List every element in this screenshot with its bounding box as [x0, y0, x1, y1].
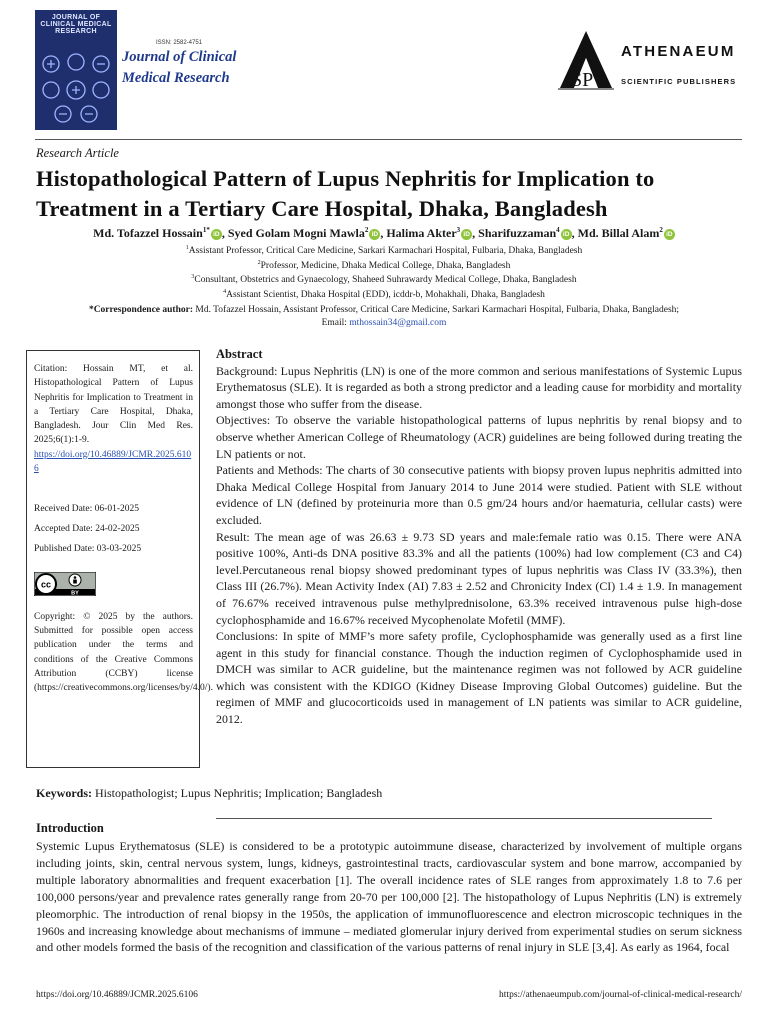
author-3: Halima Akter$^3$ [386, 226, 461, 240]
author-2: Syed Golam Mogni Mawla$^2$ [227, 226, 369, 240]
journal-name-line1: Journal of Clinical [122, 49, 237, 65]
affiliation-4: $^4$Assistant Scientist, Dhaka Hospital (EDD), icddr-b, Mohakhali, Dhaka, Bangladesh [223, 288, 545, 300]
orcid-icon[interactable]: iD [461, 229, 472, 240]
author-list: Md. Tofazzel Hossain$^{1*}$iD , Syed Golam Mogni Mawla$^2$iD , Halima Akter$^3$iD , Sharifuzzaman$^4$iD , Md. Billal Alam$^2$iD [0, 226, 768, 241]
abstract-section [216, 346, 742, 728]
citation-doi-link[interactable]: https://doi.org/10.46889/JCMR.2025.6106 [34, 449, 192, 475]
affiliation-1: $^1$Assistant Professor, Critical Care Medicine, Sarkari Karmachari Hospital, Fulbaria, Dhaka, Bangladesh [185, 244, 583, 256]
orcid-icon[interactable]: iD [561, 229, 572, 240]
publisher-subtitle: SCIENTIFIC PUBLISHERS [621, 77, 737, 86]
publisher-monogram: SP [571, 69, 594, 91]
abstract-methods: Patients and Methods: The charts of 30 consecutive patients with biopsy proven lupus nephritis admitted into Dhaka Medical College Hospital from January 2014 to June 2014 were studied. Patient with SLE without evidence of LN (defined by proteinuria more than 0.5 gm/24 hours and/or haematuria, cellular casts) were excluded. [216, 463, 742, 527]
author-4: Sharifuzzaman$^4$ [478, 226, 560, 240]
introduction-heading: Introduction [36, 821, 104, 835]
citation-sidebar [26, 350, 213, 768]
abstract-objectives: Objectives: To observe the variable histopathological patterns of lupus nephritis by renal biopsy and to observe whether American College of Rheumatology (ACR) guidelines are being followed during treating the LN patients or not. [216, 413, 742, 461]
affiliation-2: $^2$Professor, Medicine, Dhaka Medical College, Dhaka, Bangladesh [257, 259, 511, 271]
cc-by-license-icon[interactable] [34, 572, 96, 596]
email-link[interactable]: mthossain34@gmail.com [349, 318, 447, 328]
abstract-background: Background: Lupus Nephritis (LN) is one of the more common and serious manifestations of Systemic Lupus Erythematosus (SLE). It is regarded as both a strong predictor and a leading cause for morbidity and mortality amongst those who suffer from the disease. [216, 363, 742, 411]
medical-icons-graphic [35, 50, 117, 130]
header-divider [35, 139, 742, 140]
author-1: Md. Tofazzel Hossain$^{1*}$ [93, 226, 210, 240]
abstract-conclusions: Conclusions: In spite of MMF’s more safety profile, Cyclophosphamide was generally used as a first line agent in this study for financial constance. Though the induction regimen of Cyclophosphamide used in DMCH was similar to ACR guideline, but the maintenance regimen was not followed by ACR guideline which was consistent with the KDIGO (Kidney Disease Improving Global Outcomes) guideline. But the regimen of MMF and glucocorticoids used in management of LN patients was similar to ACR guideline, 2012. [216, 629, 742, 727]
paper-title: Histopathological Pattern of Lupus Nephritis for Implication to Treatment in a Tertiary Care Hospital, Dhaka, Bangladesh [36, 166, 655, 221]
citation-text: Citation: Hossain MT, et al. Histopathological Pattern of Lupus Nephritis for Implication to Treatment in a Tertiary Care Hospital, Dhaka, Bangladesh. Jour Clin Med Res. 2025;6(1):1-9. [34, 364, 193, 446]
article-type: Research Article [36, 146, 119, 160]
copyright-notice: Copyright: © 2025 by the authors. Submitted for possible open access publication under the terms and conditions of the Creative Commons Attribution (CCBY) license (https://creativecommons.org/licenses/by/4.0/). [34, 611, 213, 694]
journal-name [122, 47, 236, 89]
orcid-icon[interactable]: iD [664, 229, 675, 240]
svg-text:BY: BY [71, 590, 79, 597]
correspondence-author: *Correspondence author: Md. Tofazzel Hossain, Assistant Professor, Critical Care Medicine, Sarkari Karmachari Hospital, Fulbaria, Dhaka, Bangladesh; [88, 305, 680, 315]
footer-doi[interactable]: https://doi.org/10.46889/JCMR.2025.6106 [36, 990, 198, 1000]
orcid-icon[interactable]: iD [369, 229, 380, 240]
journal-cover-image [35, 10, 117, 130]
accepted-date: Accepted Date: 24-02-2025 [34, 524, 140, 535]
affiliation-3: $^3$Consultant, Obstetrics and Gynaecology, Shaheed Suhrawardy Medical College, Dhaka, Bangladesh [191, 273, 577, 285]
issn-label: ISSN: 2582-4751 [156, 40, 203, 46]
publisher-name: ATHENAEUM [621, 43, 736, 60]
cover-title: JOURNAL OF CLINICAL MEDICAL RESEARCH [40, 14, 112, 35]
published-date: Published Date: 03-03-2025 [34, 544, 142, 555]
author-5: Md. Billal Alam$^2$ [577, 226, 663, 240]
keywords: Keywords: Histopathologist; Lupus Nephritis; Implication; Bangladesh [36, 786, 383, 800]
athenaeum-logo-icon [554, 28, 618, 92]
svg-text:cc: cc [40, 579, 52, 590]
abstract-heading: Abstract [216, 347, 263, 361]
correspondence-email: Email: mthossain34@gmail.com [321, 318, 447, 328]
orcid-icon[interactable]: iD [211, 229, 222, 240]
abstract-result: Result: The mean age of was 26.63 ± 9.73 SD years and male:female ratio was 0.15. There were ANA positive 100%, Anti-ds DNA positive 83.3% and all the patients (100%) had low complement (C3 and C4) level.Percutaneous renal biopsy showed predominant types of lupus nephritis was Class IV (33.3%), then Class III (26.7%). Mean Activity Index (AI) 7.83 ± 2.52 and Chronicity Index (CI) 1.4 ± 1.9. In management of 76.67% received intravenous pulse methylprednisolone, 63.3% received intravenous pulse high-dose cyclophosphamide and 16.67% received Mycophenolate Mofetil (MMF). [216, 529, 742, 627]
journal-name-line2: Medical Research [122, 70, 230, 86]
introduction-body: Systemic Lupus Erythematosus (SLE) is considered to be a prototypic autoimmune disease, characterized by involvement of multiple organs including joints, skin, central nervous system, lungs, kidneys, gastrointestinal tracts, cardiovascular system and bone marrow, accompanied by multiple laboratory abnormalities and frequent exacerbation [1]. The overall incidence rates of SLE ranges from approximately 1.8 to 7.6 per 100,000 persons/year and prevalence rates generally range from 20-70 per 100,000 [2]. The histopathology of Lupus Nephritis (LN) is extremely pleomorphic. The introduction of renal biopsy in the 1950s, the application of immunofluorescence and electron microscopic techniques in the 1960s and increasing knowledge about mechanisms of immune – mediated glomerular injury derived from experimental studies on serum sickness and other models formed the basis of the recognition and classification of the various patterns of renal injury in SLE [3,4]. As early as 1964, focal [36, 839, 742, 955]
footer-journal-url[interactable]: https://athenaeumpub.com/journal-of-clinical-medical-research/ [499, 990, 742, 1000]
section-divider [216, 818, 712, 819]
received-date: Received Date: 06-01-2025 [34, 504, 139, 515]
